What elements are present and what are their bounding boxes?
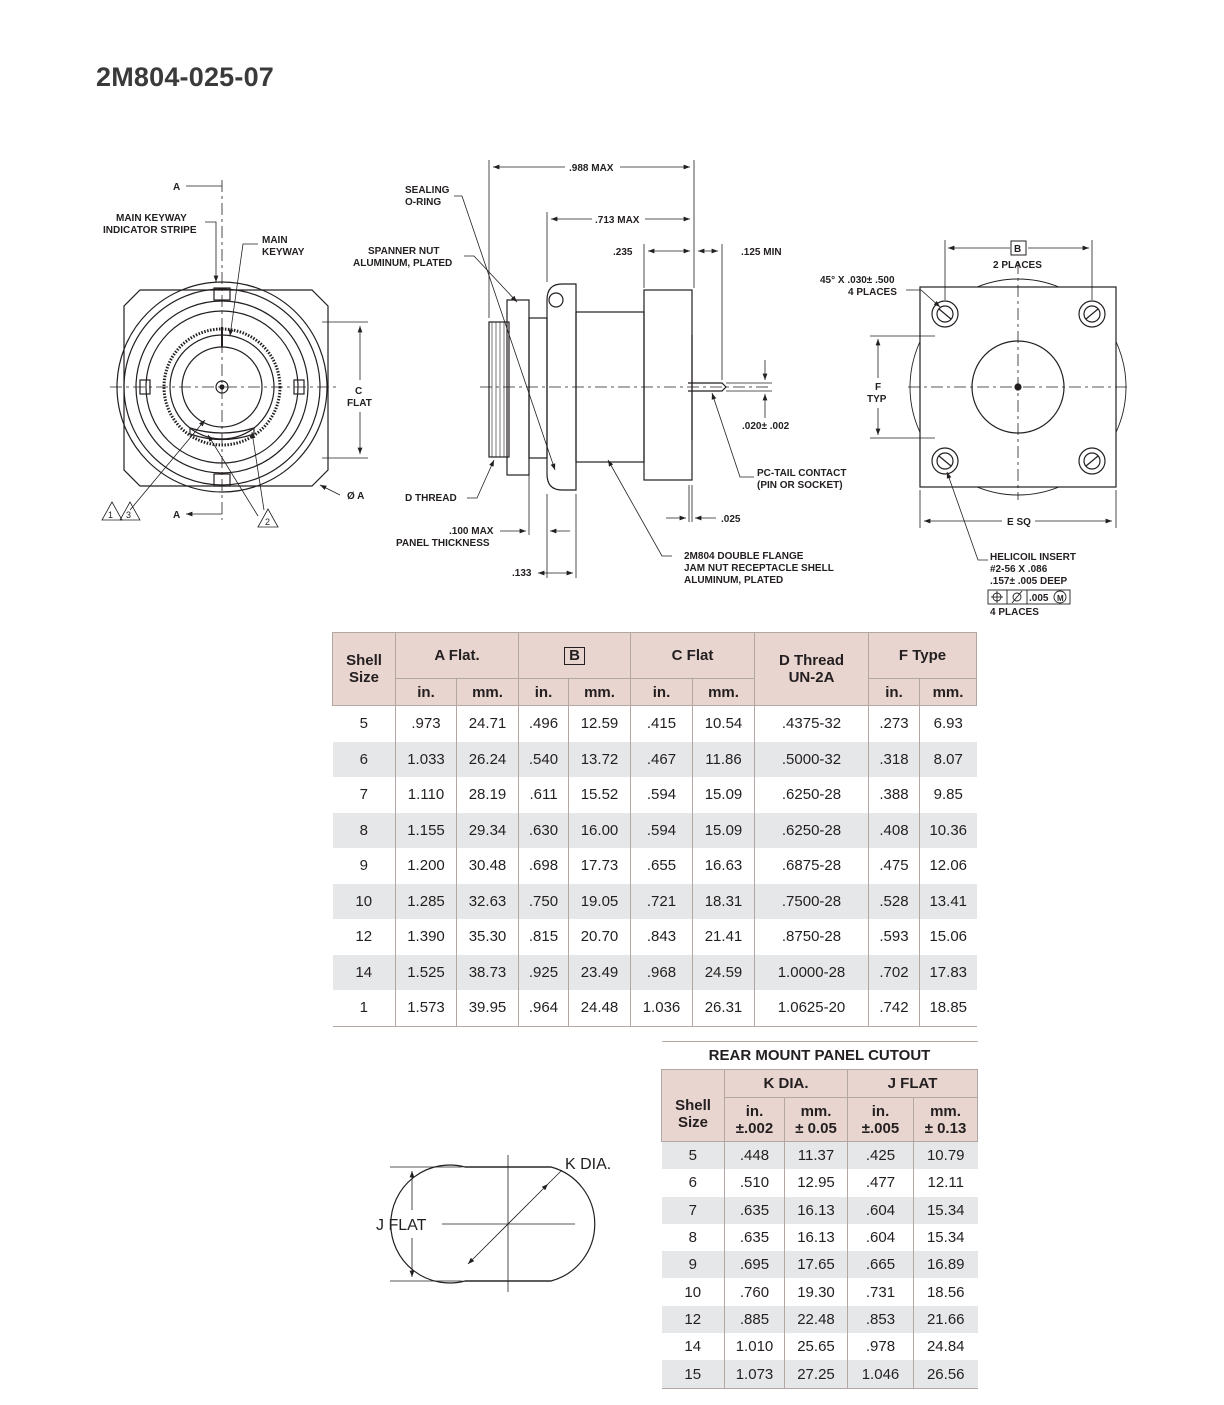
table-cell: 1.033: [396, 742, 457, 778]
table-cell: 6: [662, 1169, 725, 1196]
table-cell: .6875-28: [755, 848, 869, 884]
cut-col-k-dia: K DIA.: [725, 1070, 848, 1098]
table-cell: 24.59: [693, 955, 755, 991]
table-cell: 21.66: [914, 1306, 978, 1333]
side-view-labels: [353, 163, 846, 586]
table-row: [662, 1251, 978, 1278]
table-cell: 12: [333, 919, 396, 955]
table-cell: 16.89: [914, 1251, 978, 1278]
table-cell: .5000-32: [755, 742, 869, 778]
table-cell: .477: [848, 1169, 914, 1196]
table-cell: .815: [519, 919, 569, 955]
dim-020: .020± .002: [742, 421, 790, 432]
table-cell: 17.73: [569, 848, 631, 884]
table-cell: .448: [725, 1142, 785, 1170]
label-main-keyway-stripe-2: INDICATOR STRIPE: [103, 225, 197, 236]
table-cell: 1.046: [848, 1360, 914, 1388]
table-cell: 16.13: [785, 1197, 848, 1224]
table-cell: .7500-28: [755, 884, 869, 920]
label-c-flat: FLAT: [347, 398, 372, 409]
table-row: [333, 848, 977, 884]
table-cell: 7: [333, 777, 396, 813]
col-c-in: in.: [631, 679, 693, 706]
table-row: [333, 990, 977, 1026]
table-cell: 15: [662, 1360, 725, 1388]
table-cell: .475: [869, 848, 920, 884]
label-c: C: [355, 386, 363, 397]
label-helicoil-depth: .157± .005 DEEP: [990, 576, 1068, 587]
table-cell: .415: [631, 706, 693, 742]
table-cell: 10: [333, 884, 396, 920]
table-cell: 1.155: [396, 813, 457, 849]
table-row: [662, 1333, 978, 1360]
table-cell: 13.72: [569, 742, 631, 778]
cut-col-k-in: in. ±.002: [725, 1098, 785, 1142]
table-cell: 25.65: [785, 1333, 848, 1360]
table-row: [333, 884, 977, 920]
table-cell: 9.85: [933, 786, 963, 804]
table-cell: 17.65: [785, 1251, 848, 1278]
table-cell: 13.41: [920, 884, 977, 920]
col-c-flat: C Flat: [631, 633, 755, 679]
table-cell: 38.73: [457, 955, 519, 991]
table-cell: 1.573: [396, 990, 457, 1026]
table-cell: .388: [869, 777, 920, 813]
table-row: [662, 1197, 978, 1224]
table-cell: .510: [725, 1169, 785, 1196]
col-a-mm: mm.: [457, 679, 519, 706]
label-pin-socket: (PIN OR SOCKET): [757, 480, 843, 491]
col-f-mm: mm.: [920, 679, 977, 706]
label-section-a-bottom: A: [173, 510, 181, 521]
table-row: [662, 1169, 978, 1196]
table-cell: .540: [519, 742, 569, 778]
dim-100-max: .100 MAX: [449, 526, 494, 537]
table-cell: 11.86: [693, 742, 755, 778]
label-b-2-places: 2 PLACES: [993, 260, 1042, 271]
table-cell: 20.70: [569, 919, 631, 955]
table-cell: 5: [333, 706, 396, 742]
table-cell: 26.24: [457, 742, 519, 778]
cut-col-j-in: in. ±.005: [848, 1098, 914, 1142]
label-chamfer-places: 4 PLACES: [848, 287, 897, 298]
table-cell: 19.05: [569, 884, 631, 920]
label-d-thread: D THREAD: [405, 493, 457, 504]
table-row: [662, 1360, 978, 1388]
table-cell: 15.09: [693, 777, 755, 813]
dim-125-min: .125 MIN: [741, 247, 782, 258]
table-row: [662, 1142, 978, 1170]
label-helicoil: HELICOIL INSERT: [990, 552, 1076, 563]
table-cell: 14: [333, 955, 396, 991]
table-cell: 26.56: [914, 1360, 978, 1388]
table-cell: 10.36: [920, 813, 977, 849]
panel-cutout-table: [661, 1041, 978, 1389]
col-f-type: F Type: [869, 633, 977, 679]
label-helicoil-size: #2-56 X .086: [990, 564, 1048, 575]
label-f: F: [875, 382, 882, 393]
table-cell: 8: [333, 813, 396, 849]
col-d-thread: D Thread UN-2A: [755, 633, 869, 706]
table-cell: 9: [662, 1251, 725, 1278]
col-b-mm: mm.: [569, 679, 631, 706]
table-cell: .528: [869, 884, 920, 920]
table-cell: 18.31: [693, 884, 755, 920]
table-cell: 24.48: [569, 990, 631, 1026]
table-cell: 17.83: [920, 955, 977, 991]
front-view-labels: [103, 182, 372, 527]
table-cell: .843: [631, 919, 693, 955]
table-row: [333, 813, 977, 849]
table-cell: .853: [848, 1306, 914, 1333]
rear-view: [870, 240, 1130, 604]
table-cell: .973: [396, 706, 457, 742]
col-b: B: [519, 633, 631, 679]
table-cell: .698: [519, 848, 569, 884]
table-cell: 24.71: [457, 706, 519, 742]
table-cell: 12.11: [927, 1174, 964, 1192]
table-cell: 16.13: [785, 1224, 848, 1251]
cut-col-k-mm: mm. ± 0.05: [785, 1098, 848, 1142]
table-cell: .6250-28: [755, 777, 869, 813]
table-cell: 1.036: [631, 990, 693, 1026]
label-helicoil-places: 4 PLACES: [990, 607, 1039, 618]
table-cell: .760: [725, 1278, 785, 1305]
table-cell: .467: [631, 742, 693, 778]
table-cell: 32.63: [457, 884, 519, 920]
col-a-flat: A Flat.: [396, 633, 519, 679]
cut-col-j-mm: mm. ± 0.13: [914, 1098, 978, 1142]
label-shell-1: 2M804 DOUBLE FLANGE: [684, 551, 804, 562]
col-f-in: in.: [869, 679, 920, 706]
table-cell: 12: [662, 1306, 725, 1333]
table-cell: 27.25: [785, 1360, 848, 1388]
table-cell: .594: [631, 777, 693, 813]
note-3-label: 3: [126, 510, 132, 520]
table-cell: 15.34: [926, 1229, 965, 1247]
table-cell: .964: [519, 990, 569, 1026]
label-chamfer: 45° X .030± .500: [820, 275, 895, 286]
table-cell: .4375-32: [755, 706, 869, 742]
label-spanner-nut: SPANNER NUT: [368, 246, 440, 257]
table-cell: .968: [631, 955, 693, 991]
table-cell: .425: [848, 1142, 914, 1170]
label-o-ring: O-RING: [405, 197, 442, 208]
table-cell: .635: [725, 1197, 785, 1224]
table-row: [662, 1224, 978, 1251]
table-cell: 39.95: [457, 990, 519, 1026]
table-cell: 35.30: [457, 919, 519, 955]
table-cell: 30.48: [457, 848, 519, 884]
table-cell: .731: [848, 1278, 914, 1305]
label-f-typ: TYP: [867, 394, 887, 405]
label-shell-3: ALUMINUM, PLATED: [684, 575, 784, 586]
table-cell: 10.79: [914, 1142, 978, 1170]
table-cell: .8750-28: [755, 919, 869, 955]
table-cell: .630: [519, 813, 569, 849]
table-cell: .655: [631, 848, 693, 884]
table-cell: .742: [869, 990, 920, 1026]
table-row: [333, 742, 977, 778]
table-cell: 10.54: [693, 706, 755, 742]
table-cell: 26.31: [693, 990, 755, 1026]
col-b-in: in.: [519, 679, 569, 706]
table-cell: 1.0000-28: [755, 955, 869, 991]
table-cell: 8.07: [920, 742, 977, 778]
table-cell: .978: [848, 1333, 914, 1360]
table-cell: 15.52: [569, 777, 631, 813]
label-main-keyway-2: KEYWAY: [262, 247, 305, 258]
table-cell: 1.285: [396, 884, 457, 920]
table-cell: 6: [333, 742, 396, 778]
table-cell: 18.56: [926, 1283, 965, 1301]
table-cell: 29.34: [457, 813, 519, 849]
dimensions-table: [332, 632, 977, 1027]
table-row: [662, 1278, 978, 1305]
dim-235: .235: [613, 247, 633, 258]
table-cell: 12.06: [929, 857, 968, 875]
dim-713-max: .713 MAX: [595, 215, 640, 226]
dim-025: .025: [721, 514, 741, 525]
table-cell: 22.48: [785, 1306, 848, 1333]
table-row: [333, 706, 977, 742]
table-cell: 1.200: [396, 848, 457, 884]
table-cell: 1.073: [725, 1360, 785, 1388]
cutout-table-caption: REAR MOUNT PANEL CUTOUT: [662, 1042, 978, 1070]
note-2-label: 2: [265, 517, 271, 527]
table-cell: 21.41: [693, 919, 755, 955]
table-cell: 1.010: [725, 1333, 785, 1360]
table-cell: .721: [631, 884, 693, 920]
table-cell: 1.390: [396, 919, 457, 955]
table-cell: 10: [662, 1278, 725, 1305]
table-cell: .408: [869, 813, 920, 849]
cut-col-j-flat: J FLAT: [848, 1070, 978, 1098]
label-sealing: SEALING: [405, 185, 450, 196]
table-cell: .750: [519, 884, 569, 920]
label-e-sq: E SQ: [1007, 517, 1031, 528]
table-cell: 15.09: [693, 813, 755, 849]
table-row: [333, 955, 977, 991]
table-cell: .611: [519, 777, 569, 813]
table-cell: 7: [662, 1197, 725, 1224]
dim-133: .133: [512, 568, 532, 579]
table-row: [333, 919, 977, 955]
table-cell: .604: [848, 1224, 914, 1251]
table-cell: 11.37: [785, 1142, 848, 1170]
note-1-label: 1: [108, 510, 114, 520]
label-j-flat: J FLAT: [376, 1217, 427, 1234]
col-shell-size: Shell Size: [333, 633, 396, 706]
table-cell: 15.34: [914, 1197, 978, 1224]
table-cell: 1.110: [396, 777, 457, 813]
table-cell: 16.00: [569, 813, 631, 849]
table-cell: 1.0625-20: [755, 990, 869, 1026]
table-cell: 15.06: [929, 928, 968, 946]
table-cell: 5: [662, 1142, 725, 1170]
col-c-mm: mm.: [693, 679, 755, 706]
table-cell: .604: [848, 1197, 914, 1224]
table-cell: .695: [725, 1251, 785, 1278]
table-cell: .925: [519, 955, 569, 991]
table-cell: 8: [662, 1224, 725, 1251]
label-section-a-top: A: [173, 182, 181, 193]
label-shell-2: JAM NUT RECEPTACLE SHELL: [684, 563, 834, 574]
label-spanner-material: ALUMINUM, PLATED: [353, 258, 453, 269]
table-cell: 18.85: [920, 990, 977, 1026]
table-cell: 12.59: [569, 706, 631, 742]
table-cell: 24.84: [926, 1338, 965, 1356]
dim-988-max: .988 MAX: [569, 163, 614, 174]
label-main-keyway-1: MAIN: [262, 235, 288, 246]
table-cell: .885: [725, 1306, 785, 1333]
table-cell: 1.525: [396, 955, 457, 991]
table-cell: 23.49: [569, 955, 631, 991]
table-cell: .635: [725, 1224, 785, 1251]
label-dia-a: Ø A: [347, 491, 365, 502]
table-cell: .594: [631, 813, 693, 849]
label-panel-thickness: PANEL THICKNESS: [396, 538, 490, 549]
table-cell: 14: [662, 1333, 725, 1360]
label-position-tolerance: .005: [1029, 593, 1049, 604]
table-cell: 6.93: [933, 715, 963, 733]
cut-col-shell-size: Shell Size: [662, 1070, 725, 1142]
part-number-title: 2M804-025-07: [96, 62, 275, 92]
label-k-dia: K DIA.: [565, 1156, 612, 1173]
label-mmc: M: [1057, 594, 1064, 603]
table-cell: .496: [519, 706, 569, 742]
table-cell: .318: [869, 742, 920, 778]
table-cell: .702: [869, 955, 920, 991]
table-cell: 19.30: [785, 1278, 848, 1305]
table-row: [662, 1306, 978, 1333]
table-cell: 1: [333, 990, 396, 1026]
table-row: [333, 777, 977, 813]
label-main-keyway-stripe-1: MAIN KEYWAY: [116, 213, 187, 224]
col-a-in: in.: [396, 679, 457, 706]
label-b-datum: B: [1014, 244, 1022, 255]
table-cell: .665: [848, 1251, 914, 1278]
table-cell: 9: [333, 848, 396, 884]
table-cell: .593: [869, 919, 920, 955]
table-cell: 12.95: [785, 1169, 848, 1196]
table-cell: 28.19: [457, 777, 519, 813]
label-pc-tail: PC-TAIL CONTACT: [757, 468, 847, 479]
table-cell: .6250-28: [755, 813, 869, 849]
table-cell: 16.63: [693, 848, 755, 884]
table-cell: .273: [869, 706, 920, 742]
